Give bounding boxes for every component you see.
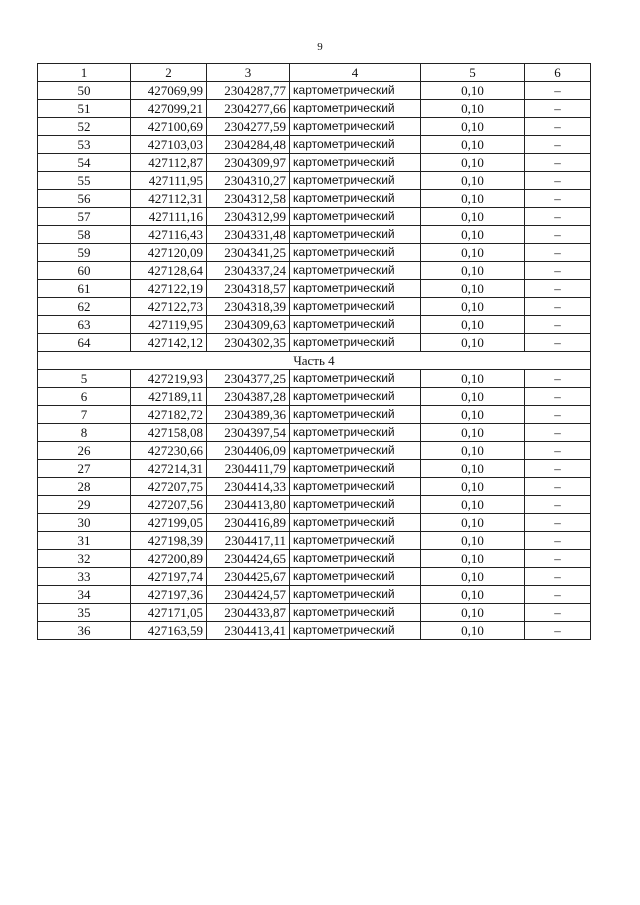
table-row (38, 424, 591, 442)
point-number-cell: 6 (38, 388, 131, 406)
accuracy-cell: 0,10 (421, 550, 525, 568)
accuracy-cell: 0,10 (421, 262, 525, 280)
method-cell: картометрический (290, 442, 421, 460)
method-cell: картометрический (290, 316, 421, 334)
method-cell: картометрический (290, 334, 421, 352)
note-cell: – (525, 244, 591, 262)
point-number-cell: 63 (38, 316, 131, 334)
table-row (38, 244, 591, 262)
x-coordinate-cell: 427142,12 (131, 334, 207, 352)
accuracy-cell: 0,10 (421, 442, 525, 460)
y-coordinate-cell: 2304318,39 (207, 298, 290, 316)
x-coordinate-cell: 427069,99 (131, 82, 207, 100)
method-cell: картометрический (290, 154, 421, 172)
table-row (38, 262, 591, 280)
table-row (38, 442, 591, 460)
table-body (38, 64, 591, 640)
note-cell: – (525, 406, 591, 424)
point-number-cell: 57 (38, 208, 131, 226)
column-header: 4 (290, 64, 421, 82)
point-number-cell: 56 (38, 190, 131, 208)
x-coordinate-cell: 427198,39 (131, 532, 207, 550)
y-coordinate-cell: 2304377,25 (207, 370, 290, 388)
method-cell: картометрический (290, 298, 421, 316)
coordinates-table (37, 63, 591, 640)
method-cell: картометрический (290, 388, 421, 406)
method-cell: картометрический (290, 604, 421, 622)
method-cell: картометрический (290, 406, 421, 424)
y-coordinate-cell: 2304331,48 (207, 226, 290, 244)
y-coordinate-cell: 2304424,65 (207, 550, 290, 568)
point-number-cell: 28 (38, 478, 131, 496)
section-title: Часть 4 (38, 352, 591, 370)
y-coordinate-cell: 2304277,66 (207, 100, 290, 118)
note-cell: – (525, 370, 591, 388)
note-cell: – (525, 568, 591, 586)
method-cell: картометрический (290, 550, 421, 568)
point-number-cell: 34 (38, 586, 131, 604)
column-header: 2 (131, 64, 207, 82)
table-row (38, 208, 591, 226)
x-coordinate-cell: 427112,87 (131, 154, 207, 172)
note-cell: – (525, 334, 591, 352)
table-header-row (38, 64, 591, 82)
table-row (38, 478, 591, 496)
note-cell: – (525, 514, 591, 532)
table-row (38, 316, 591, 334)
point-number-cell: 5 (38, 370, 131, 388)
column-header: 3 (207, 64, 290, 82)
x-coordinate-cell: 427207,75 (131, 478, 207, 496)
x-coordinate-cell: 427197,36 (131, 586, 207, 604)
x-coordinate-cell: 427197,74 (131, 568, 207, 586)
table-row (38, 514, 591, 532)
y-coordinate-cell: 2304312,99 (207, 208, 290, 226)
method-cell: картометрический (290, 496, 421, 514)
section-row (38, 352, 591, 370)
x-coordinate-cell: 427158,08 (131, 424, 207, 442)
x-coordinate-cell: 427214,31 (131, 460, 207, 478)
method-cell: картометрический (290, 226, 421, 244)
point-number-cell: 54 (38, 154, 131, 172)
note-cell: – (525, 298, 591, 316)
method-cell: картометрический (290, 118, 421, 136)
accuracy-cell: 0,10 (421, 316, 525, 334)
y-coordinate-cell: 2304425,67 (207, 568, 290, 586)
accuracy-cell: 0,10 (421, 586, 525, 604)
note-cell: – (525, 172, 591, 190)
method-cell: картометрический (290, 424, 421, 442)
point-number-cell: 7 (38, 406, 131, 424)
point-number-cell: 61 (38, 280, 131, 298)
table-row (38, 586, 591, 604)
point-number-cell: 62 (38, 298, 131, 316)
x-coordinate-cell: 427171,05 (131, 604, 207, 622)
x-coordinate-cell: 427103,03 (131, 136, 207, 154)
x-coordinate-cell: 427182,72 (131, 406, 207, 424)
accuracy-cell: 0,10 (421, 622, 525, 640)
y-coordinate-cell: 2304337,24 (207, 262, 290, 280)
table-row (38, 622, 591, 640)
table-row (38, 604, 591, 622)
point-number-cell: 64 (38, 334, 131, 352)
accuracy-cell: 0,10 (421, 298, 525, 316)
y-coordinate-cell: 2304310,27 (207, 172, 290, 190)
point-number-cell: 52 (38, 118, 131, 136)
method-cell: картометрический (290, 244, 421, 262)
y-coordinate-cell: 2304284,48 (207, 136, 290, 154)
x-coordinate-cell: 427111,95 (131, 172, 207, 190)
x-coordinate-cell: 427163,59 (131, 622, 207, 640)
note-cell: – (525, 280, 591, 298)
point-number-cell: 32 (38, 550, 131, 568)
method-cell: картометрический (290, 568, 421, 586)
accuracy-cell: 0,10 (421, 532, 525, 550)
y-coordinate-cell: 2304318,57 (207, 280, 290, 298)
y-coordinate-cell: 2304417,11 (207, 532, 290, 550)
note-cell: – (525, 82, 591, 100)
point-number-cell: 30 (38, 514, 131, 532)
note-cell: – (525, 190, 591, 208)
x-coordinate-cell: 427119,95 (131, 316, 207, 334)
method-cell: картометрический (290, 586, 421, 604)
table-row (38, 550, 591, 568)
note-cell: – (525, 136, 591, 154)
accuracy-cell: 0,10 (421, 208, 525, 226)
y-coordinate-cell: 2304406,09 (207, 442, 290, 460)
method-cell: картометрический (290, 532, 421, 550)
point-number-cell: 8 (38, 424, 131, 442)
note-cell: – (525, 586, 591, 604)
method-cell: картометрический (290, 100, 421, 118)
y-coordinate-cell: 2304389,36 (207, 406, 290, 424)
accuracy-cell: 0,10 (421, 226, 525, 244)
accuracy-cell: 0,10 (421, 370, 525, 388)
table-row (38, 388, 591, 406)
y-coordinate-cell: 2304413,80 (207, 496, 290, 514)
x-coordinate-cell: 427199,05 (131, 514, 207, 532)
point-number-cell: 51 (38, 100, 131, 118)
x-coordinate-cell: 427112,31 (131, 190, 207, 208)
accuracy-cell: 0,10 (421, 154, 525, 172)
table-row (38, 118, 591, 136)
note-cell: – (525, 460, 591, 478)
table-row (38, 172, 591, 190)
x-coordinate-cell: 427099,21 (131, 100, 207, 118)
note-cell: – (525, 118, 591, 136)
y-coordinate-cell: 2304397,54 (207, 424, 290, 442)
accuracy-cell: 0,10 (421, 118, 525, 136)
note-cell: – (525, 496, 591, 514)
table-row (38, 280, 591, 298)
note-cell: – (525, 550, 591, 568)
accuracy-cell: 0,10 (421, 136, 525, 154)
point-number-cell: 58 (38, 226, 131, 244)
accuracy-cell: 0,10 (421, 280, 525, 298)
x-coordinate-cell: 427230,66 (131, 442, 207, 460)
x-coordinate-cell: 427122,19 (131, 280, 207, 298)
table-row (38, 406, 591, 424)
table-row (38, 334, 591, 352)
table-row (38, 136, 591, 154)
y-coordinate-cell: 2304411,79 (207, 460, 290, 478)
y-coordinate-cell: 2304287,77 (207, 82, 290, 100)
point-number-cell: 35 (38, 604, 131, 622)
accuracy-cell: 0,10 (421, 478, 525, 496)
point-number-cell: 31 (38, 532, 131, 550)
note-cell: – (525, 604, 591, 622)
accuracy-cell: 0,10 (421, 460, 525, 478)
column-header: 1 (38, 64, 131, 82)
note-cell: – (525, 478, 591, 496)
table-row (38, 100, 591, 118)
accuracy-cell: 0,10 (421, 514, 525, 532)
method-cell: картометрический (290, 514, 421, 532)
note-cell: – (525, 424, 591, 442)
table-row (38, 496, 591, 514)
point-number-cell: 59 (38, 244, 131, 262)
note-cell: – (525, 100, 591, 118)
y-coordinate-cell: 2304302,35 (207, 334, 290, 352)
y-coordinate-cell: 2304309,63 (207, 316, 290, 334)
x-coordinate-cell: 427100,69 (131, 118, 207, 136)
table-row (38, 190, 591, 208)
y-coordinate-cell: 2304341,25 (207, 244, 290, 262)
note-cell: – (525, 388, 591, 406)
method-cell: картометрический (290, 460, 421, 478)
method-cell: картометрический (290, 136, 421, 154)
method-cell: картометрический (290, 82, 421, 100)
y-coordinate-cell: 2304416,89 (207, 514, 290, 532)
table-row (38, 82, 591, 100)
accuracy-cell: 0,10 (421, 424, 525, 442)
x-coordinate-cell: 427189,11 (131, 388, 207, 406)
accuracy-cell: 0,10 (421, 568, 525, 586)
accuracy-cell: 0,10 (421, 82, 525, 100)
page-number: 9 (317, 41, 323, 53)
x-coordinate-cell: 427111,16 (131, 208, 207, 226)
table-row (38, 154, 591, 172)
x-coordinate-cell: 427120,09 (131, 244, 207, 262)
note-cell: – (525, 226, 591, 244)
point-number-cell: 26 (38, 442, 131, 460)
accuracy-cell: 0,10 (421, 496, 525, 514)
note-cell: – (525, 442, 591, 460)
method-cell: картометрический (290, 172, 421, 190)
y-coordinate-cell: 2304413,41 (207, 622, 290, 640)
note-cell: – (525, 208, 591, 226)
column-header: 6 (525, 64, 591, 82)
note-cell: – (525, 262, 591, 280)
accuracy-cell: 0,10 (421, 604, 525, 622)
method-cell: картометрический (290, 190, 421, 208)
y-coordinate-cell: 2304309,97 (207, 154, 290, 172)
point-number-cell: 33 (38, 568, 131, 586)
note-cell: – (525, 316, 591, 334)
point-number-cell: 53 (38, 136, 131, 154)
point-number-cell: 27 (38, 460, 131, 478)
x-coordinate-cell: 427128,64 (131, 262, 207, 280)
table-row (38, 568, 591, 586)
point-number-cell: 36 (38, 622, 131, 640)
accuracy-cell: 0,10 (421, 406, 525, 424)
accuracy-cell: 0,10 (421, 190, 525, 208)
x-coordinate-cell: 427207,56 (131, 496, 207, 514)
accuracy-cell: 0,10 (421, 172, 525, 190)
x-coordinate-cell: 427200,89 (131, 550, 207, 568)
y-coordinate-cell: 2304433,87 (207, 604, 290, 622)
point-number-cell: 29 (38, 496, 131, 514)
y-coordinate-cell: 2304424,57 (207, 586, 290, 604)
method-cell: картометрический (290, 280, 421, 298)
x-coordinate-cell: 427219,93 (131, 370, 207, 388)
point-number-cell: 60 (38, 262, 131, 280)
x-coordinate-cell: 427122,73 (131, 298, 207, 316)
method-cell: картометрический (290, 262, 421, 280)
note-cell: – (525, 622, 591, 640)
table-row (38, 226, 591, 244)
y-coordinate-cell: 2304277,59 (207, 118, 290, 136)
table-row (38, 532, 591, 550)
method-cell: картометрический (290, 622, 421, 640)
method-cell: картометрический (290, 478, 421, 496)
table-row (38, 460, 591, 478)
point-number-cell: 50 (38, 82, 131, 100)
accuracy-cell: 0,10 (421, 388, 525, 406)
accuracy-cell: 0,10 (421, 334, 525, 352)
point-number-cell: 55 (38, 172, 131, 190)
accuracy-cell: 0,10 (421, 100, 525, 118)
table-row (38, 298, 591, 316)
x-coordinate-cell: 427116,43 (131, 226, 207, 244)
note-cell: – (525, 532, 591, 550)
y-coordinate-cell: 2304312,58 (207, 190, 290, 208)
accuracy-cell: 0,10 (421, 244, 525, 262)
method-cell: картометрический (290, 208, 421, 226)
note-cell: – (525, 154, 591, 172)
column-header: 5 (421, 64, 525, 82)
y-coordinate-cell: 2304387,28 (207, 388, 290, 406)
table-row (38, 370, 591, 388)
y-coordinate-cell: 2304414,33 (207, 478, 290, 496)
method-cell: картометрический (290, 370, 421, 388)
